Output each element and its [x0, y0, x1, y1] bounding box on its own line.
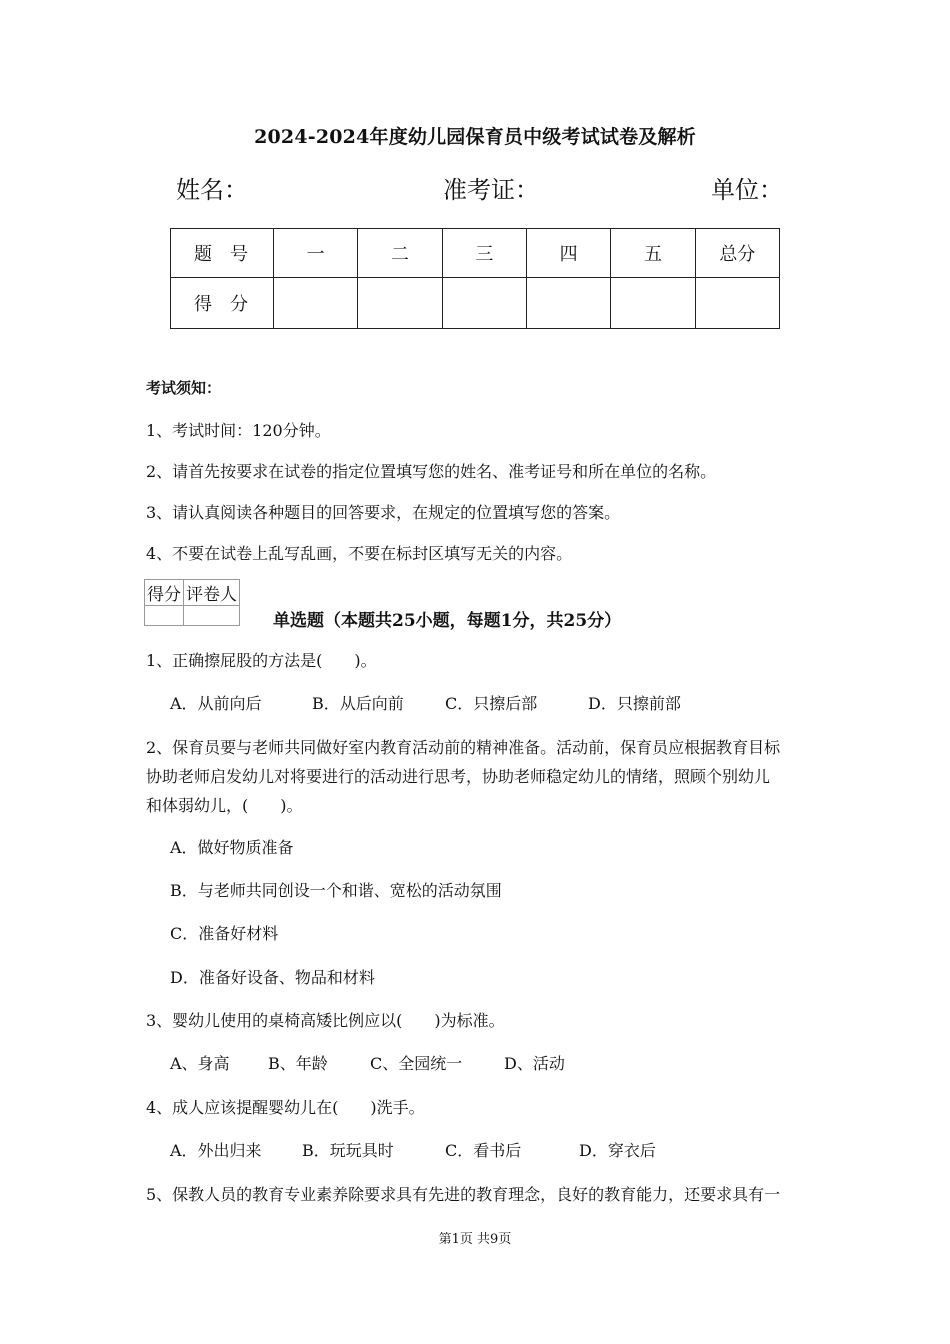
- score-header-4: 四: [526, 229, 610, 278]
- notice-item: 2、请首先按要求在试卷的指定位置填写您的姓名、准考证号和所在单位的名称。: [146, 462, 717, 481]
- question-stem: 3、婴幼儿使用的桌椅高矮比例应以( )为标准。: [146, 1011, 505, 1030]
- score-cell-1[interactable]: [274, 278, 358, 329]
- notice-heading: 考试须知：: [146, 379, 222, 397]
- option-a: A．从前向后: [170, 694, 262, 713]
- option-b: B．玩玩具时: [302, 1141, 394, 1160]
- score-header-3: 三: [442, 229, 526, 278]
- score-cell-4[interactable]: [526, 278, 610, 329]
- notice-item: 3、请认真阅读各种题目的回答要求，在规定的位置填写您的答案。: [146, 503, 621, 522]
- option-b: B、年龄: [268, 1054, 328, 1073]
- score-cell-2[interactable]: [358, 278, 442, 329]
- option-d: D．穿衣后: [579, 1141, 656, 1160]
- question-stem: 1、正确擦屁股的方法是( )。: [146, 651, 377, 670]
- option-d: D．准备好设备、物品和材料: [170, 968, 375, 987]
- grader-score-label: 得分: [145, 580, 184, 606]
- section-title: 单选题（本题共25小题，每题1分，共25分）: [273, 611, 622, 631]
- unit-label: 单位：: [711, 176, 783, 204]
- option-a: A．外出归来: [170, 1141, 262, 1160]
- option-a: A、身高: [170, 1054, 230, 1073]
- grader-score-cell[interactable]: [145, 606, 184, 626]
- question-stem: 5、保教人员的教育专业素养除要求具有先进的教育理念，良好的教育能力，还要求具有一: [146, 1185, 781, 1204]
- score-cell-total[interactable]: [695, 278, 779, 329]
- grader-box: [144, 579, 240, 626]
- option-c: C．只擦后部: [445, 694, 538, 713]
- option-d: D、活动: [504, 1054, 565, 1073]
- question-stem: 4、成人应该提醒婴幼儿在( )洗手。: [146, 1098, 425, 1117]
- question-stem: 2、保育员要与老师共同做好室内教育活动前的精神准备。活动前，保育员应根据教育目标: [146, 738, 781, 757]
- grader-name-label: 评卷人: [184, 580, 240, 606]
- name-label: 姓名：: [176, 176, 248, 204]
- score-table: [170, 228, 780, 329]
- notice-item: 4、不要在试卷上乱写乱画，不要在标封区填写无关的内容。: [146, 544, 573, 563]
- score-header-total: 总分: [695, 229, 779, 278]
- ticket-label: 准考证：: [443, 176, 539, 204]
- score-cell-5[interactable]: [611, 278, 695, 329]
- exam-title: 2024-2024年度幼儿园保育员中级考试试卷及解析: [254, 126, 696, 148]
- score-table-score-row: [171, 278, 780, 329]
- page-footer: 第1页 共9页: [438, 1232, 512, 1247]
- score-cell-3[interactable]: [442, 278, 526, 329]
- option-c: C、全园统一: [370, 1054, 463, 1073]
- option-c: C．看书后: [445, 1141, 522, 1160]
- question-stem: 协助老师启发幼儿对将要进行的活动进行思考，协助老师稳定幼儿的情绪，照顾个别幼儿: [146, 767, 771, 786]
- score-row-label: 得分: [171, 278, 274, 329]
- score-header-label: 题号: [171, 229, 274, 278]
- score-header-2: 二: [358, 229, 442, 278]
- score-header-5: 五: [611, 229, 695, 278]
- grader-name-cell[interactable]: [184, 606, 240, 626]
- option-c: C．准备好材料: [170, 924, 279, 943]
- option-d: D．只擦前部: [588, 694, 681, 713]
- option-a: A．做好物质准备: [170, 838, 294, 857]
- option-b: B．从后向前: [312, 694, 404, 713]
- score-header-1: 一: [274, 229, 358, 278]
- question-stem: 和体弱幼儿，( )。: [146, 796, 303, 815]
- score-table-header-row: [171, 229, 780, 278]
- notice-item: 1、考试时间：120分钟。: [146, 421, 331, 440]
- option-b: B．与老师共同创设一个和谐、宽松的活动氛围: [170, 881, 502, 900]
